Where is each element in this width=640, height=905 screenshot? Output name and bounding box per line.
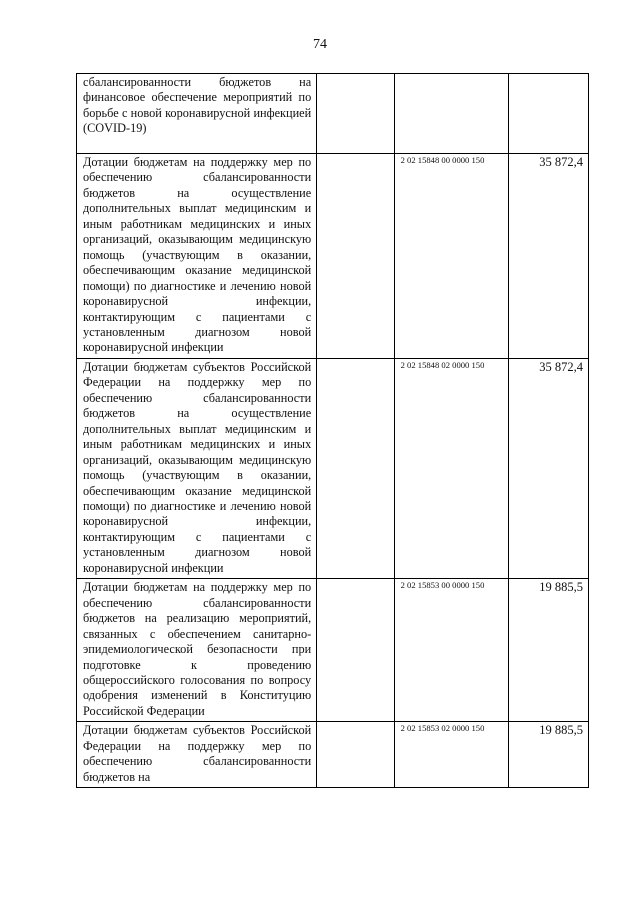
- row-code: 2 02 15853 02 0000 150: [394, 722, 508, 788]
- row-empty-cell: [317, 722, 394, 788]
- row-code: 2 02 15848 00 0000 150: [394, 154, 508, 359]
- table-row: [77, 579, 589, 722]
- row-code: 2 02 15853 00 0000 150: [394, 579, 508, 722]
- row-amount: 35 872,4: [508, 358, 588, 578]
- row-description: сбалансированности бюджетов на финансовое обеспечение мероприятий по борьбе с новой коронавирусной инфекцией (COVID-19): [77, 74, 317, 154]
- row-description: Дотации бюджетам на поддержку мер по обеспечению сбалансированности бюджетов на реализацию мероприятий, связанных с обеспечением санитарно-эпидемиологической безопасности при подготовке к проведению общероссийского голосования по вопросу одобрения изменений в Конституцию Российской Федерации: [77, 579, 317, 722]
- table-row: [77, 154, 589, 359]
- budget-table: [76, 73, 589, 788]
- row-amount: [508, 74, 588, 154]
- table-row: [77, 722, 589, 788]
- row-code: [394, 74, 508, 154]
- row-code: 2 02 15848 02 0000 150: [394, 358, 508, 578]
- row-empty-cell: [317, 579, 394, 722]
- page-number: 74: [313, 37, 327, 52]
- row-empty-cell: [317, 74, 394, 154]
- row-description: Дотации бюджетам субъектов Российской Федерации на поддержку мер по обеспечению сбалансированности бюджетов на: [77, 722, 317, 788]
- row-description: Дотации бюджетам на поддержку мер по обеспечению сбалансированности бюджетов на осуществление дополнительных выплат медицинским и иным работникам медицинских и иных организаций, оказывающим медицинскую помощь (участвующим в оказании, обеспечивающим оказание медицинской помощи) по диагностике и лечению новой коронавирусной инфекции, контактирующим с пациентами с установленным диагнозом новой коронавирусной инфекции: [77, 154, 317, 359]
- row-description: Дотации бюджетам субъектов Российской Федерации на поддержку мер по обеспечению сбалансированности бюджетов на осуществление дополнительных выплат медицинским и иным работникам медицинских и иных организаций, оказывающим медицинскую помощь (участвующим в оказании, обеспечивающим оказание медицинской помощи) по диагностике и лечению новой коронавирусной инфекции, контактирующим с пациентами с установленным диагнозом новой коронавирусной инфекции: [77, 358, 317, 578]
- table-row: [77, 358, 589, 578]
- row-empty-cell: [317, 358, 394, 578]
- row-empty-cell: [317, 154, 394, 359]
- row-amount: 19 885,5: [508, 722, 588, 788]
- row-amount: 19 885,5: [508, 579, 588, 722]
- row-amount: 35 872,4: [508, 154, 588, 359]
- table-row: [77, 74, 589, 154]
